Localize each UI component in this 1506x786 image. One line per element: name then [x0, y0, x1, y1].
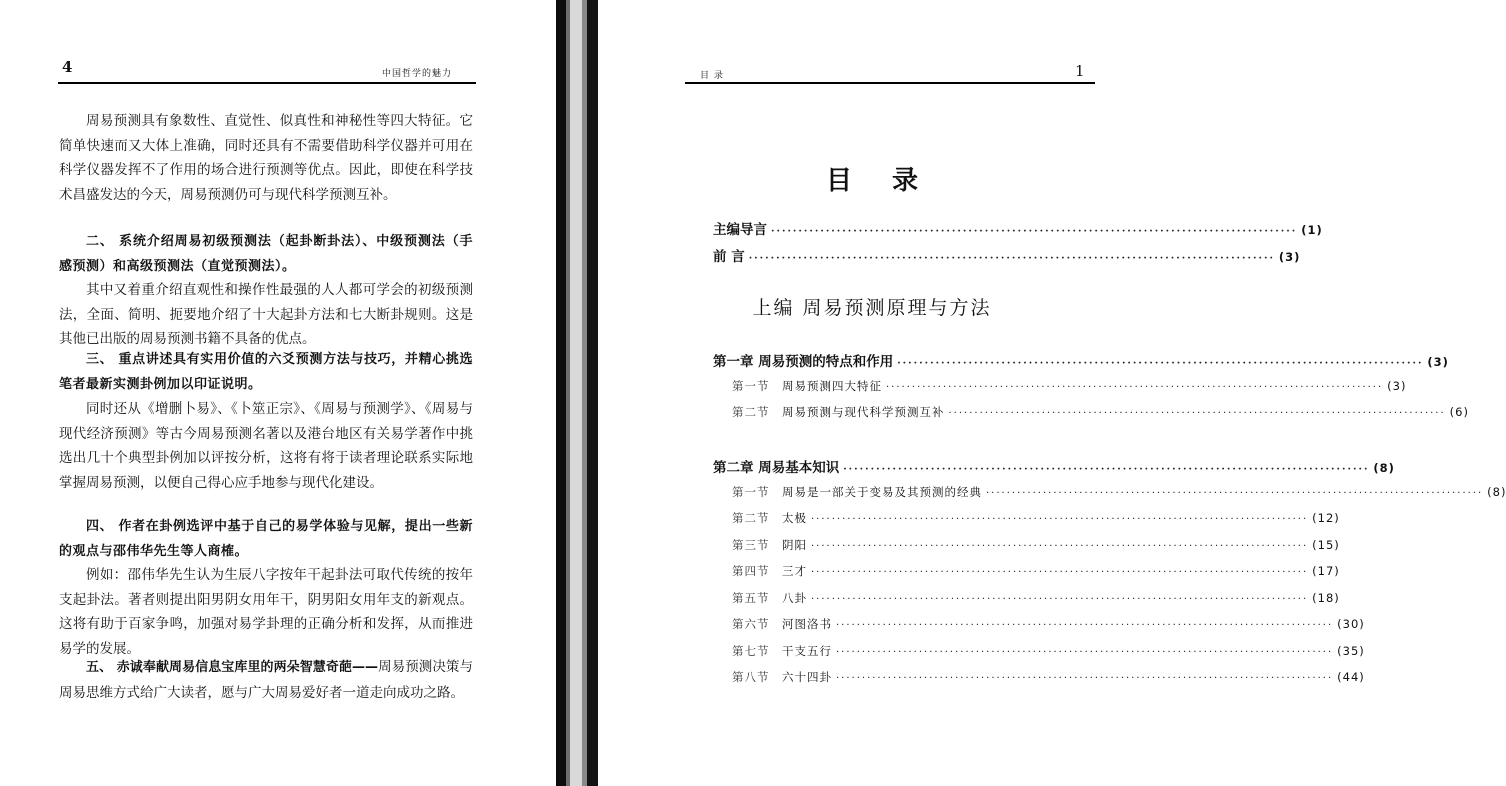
left-page-number: 4 — [62, 58, 73, 76]
toc-chapter-1 — [713, 350, 1449, 370]
toc-leader: ································································································ — [836, 673, 1334, 684]
toc-section-title: 阴阳 — [782, 538, 807, 552]
toc-section-title: 河图洛书 — [782, 617, 832, 631]
toc-section — [732, 537, 1340, 553]
toc-entry-page: (3) — [1278, 250, 1301, 264]
toc-section — [732, 378, 1407, 394]
toc-section — [732, 563, 1340, 579]
toc-leader: ································································································ — [836, 620, 1334, 631]
toc-leader: ································································································ — [948, 408, 1446, 419]
toc-leader: ································································································ — [748, 253, 1275, 264]
toc-leader: ································································································ — [897, 358, 1424, 369]
paragraph-4-heading: 三、 重点讲述具有实用价值的六爻预测方法与技巧，并精心挑选笔者最新实测卦例加以印证说明。 — [59, 352, 473, 392]
left-running-title: 中国哲学的魅力 — [382, 69, 453, 79]
toc-section-number: 第六节 — [732, 617, 770, 631]
paragraph-3: 其中又着重介绍直观性和操作性最强的人人都可学会的初级预测法，全面、简明、扼要地介绍了十大起卦方法和七大断卦规则。这是其他已出版的周易预测书籍不具备的优点。 — [59, 282, 473, 347]
toc-section-title: 周易预测与现代科学预测互补 — [782, 405, 945, 419]
toc-section-title: 八卦 — [782, 591, 807, 605]
paragraph-8 — [59, 655, 473, 705]
toc-section-title: 周易是一部关于变易及其预测的经典 — [782, 485, 982, 499]
toc-entry-label: 主编导言 — [713, 222, 767, 238]
toc-section-number: 第七节 — [732, 644, 770, 658]
toc-section — [732, 616, 1365, 632]
book-gutter — [556, 0, 598, 786]
toc-section — [732, 590, 1340, 606]
paragraph-1: 周易预测具有象数性、直觉性、似真性和神秘性等四大特征。它简单快速而又大体上准确，同时还具有不需要借助科学仪器并可用在科学仪器发挥不了作用的场合进行预测等优点。因此，即使在科学技术昌盛发达的今天，周易预测仍可与现代科学预测互补。 — [59, 113, 473, 203]
toc-section-page: (35) — [1337, 644, 1365, 658]
toc-leader: ································································································ — [771, 226, 1298, 237]
toc-section-number: 第二节 — [732, 511, 770, 525]
toc-section-page: (3) — [1387, 379, 1407, 393]
toc-chapter-2 — [713, 456, 1395, 476]
right-header-rule — [685, 82, 1095, 84]
toc-section-page: (30) — [1337, 617, 1365, 631]
right-running-title: 目 录 — [700, 71, 724, 81]
toc-leader: ································································································ — [811, 514, 1309, 525]
toc-section-number: 第一节 — [732, 379, 770, 393]
toc-section — [732, 643, 1365, 659]
toc-chapter-page: (3) — [1427, 355, 1449, 369]
toc-section-title: 太极 — [782, 511, 807, 525]
paragraph-8-heading: 五、 赤诚奉献周易信息宝库里的两朵智慧奇葩—— — [86, 660, 379, 675]
toc-title: 目录 — [825, 166, 958, 196]
toc-section-title: 六十四卦 — [782, 670, 832, 684]
toc-section — [732, 404, 1469, 420]
toc-section-number: 第五节 — [732, 591, 770, 605]
toc-leader: ································································································ — [811, 567, 1309, 578]
toc-section-page: (18) — [1312, 591, 1340, 605]
toc-leader: ································································································ — [811, 594, 1309, 605]
left-page — [0, 0, 556, 786]
paragraph-8-text: 周易预测决策与周易思维方式给广大读者，愿与广大周易爱好者一道走向成功之路。 — [59, 659, 474, 701]
left-header-rule — [58, 82, 476, 84]
toc-section-number: 第一节 — [732, 485, 770, 499]
toc-chapter-page: (8) — [1373, 461, 1395, 475]
toc-section-page: (8) — [1487, 485, 1506, 499]
toc-entry-front-1 — [713, 218, 1323, 238]
toc-section-title: 干支五行 — [782, 644, 832, 658]
toc-section-title: 周易预测四大特征 — [782, 379, 882, 393]
toc-entry-label: 前 言 — [713, 249, 745, 265]
toc-leader: ································································································ — [811, 541, 1309, 552]
paragraph-7: 例如：邵伟华先生认为生辰八字按年干起卦法可取代传统的按年支起卦法。著者则提出阳男阴女用年干，阴男阳女用年支的新观点。这将有助于百家争鸣，加强对易学卦理的正确分析和发挥，从而推进易学的发展。 — [59, 567, 473, 657]
toc-section-page: (44) — [1337, 670, 1365, 684]
toc-leader: ································································································ — [836, 647, 1334, 658]
toc-section-number: 第八节 — [732, 670, 770, 684]
toc-section-number: 第四节 — [732, 564, 770, 578]
toc-section-number: 第三节 — [732, 538, 770, 552]
toc-entry-page: (1) — [1301, 223, 1323, 237]
toc-leader: ································································································ — [843, 464, 1370, 475]
toc-section-page: (15) — [1312, 538, 1340, 552]
toc-chapter-label: 第一章 周易预测的特点和作用 — [713, 354, 894, 370]
toc-section-page: (6) — [1449, 405, 1469, 419]
paragraph-6-heading: 四、 作者在卦例选评中基于自己的易学体验与见解，提出一些新的观点与邵伟华先生等人商榷。 — [59, 519, 473, 559]
toc-section — [732, 510, 1340, 526]
part-heading: 上编 周易预测原理与方法 — [752, 297, 992, 319]
toc-section — [732, 669, 1365, 685]
toc-section-number: 第二节 — [732, 405, 770, 419]
paragraph-5: 同时还从《增删卜易》、《卜筮正宗》、《周易与预测学》、《周易与现代经济预测》等古今周易预测名著以及港台地区有关易学著作中挑选出几十个典型卦例加以评按分析，这将有将于读者理论联系实际地掌握周易预测，以便自己得心应手地参与现代化建设。 — [59, 401, 473, 491]
toc-entry-front-2 — [713, 245, 1301, 265]
right-page — [598, 0, 1506, 786]
toc-section-title: 三才 — [782, 564, 807, 578]
toc-chapter-label: 第二章 周易基本知识 — [713, 460, 840, 476]
toc-leader: ································································································ — [986, 488, 1484, 499]
toc-section-page: (12) — [1312, 511, 1340, 525]
toc-section — [732, 484, 1506, 500]
toc-leader: ································································································ — [886, 382, 1384, 393]
toc-section-page: (17) — [1312, 564, 1340, 578]
paragraph-2-heading: 二、 系统介绍周易初级预测法（起卦断卦法）、中级预测法（手感预测）和高级预测法（直觉预测法）。 — [59, 234, 473, 274]
right-page-number: 1 — [1075, 62, 1085, 80]
